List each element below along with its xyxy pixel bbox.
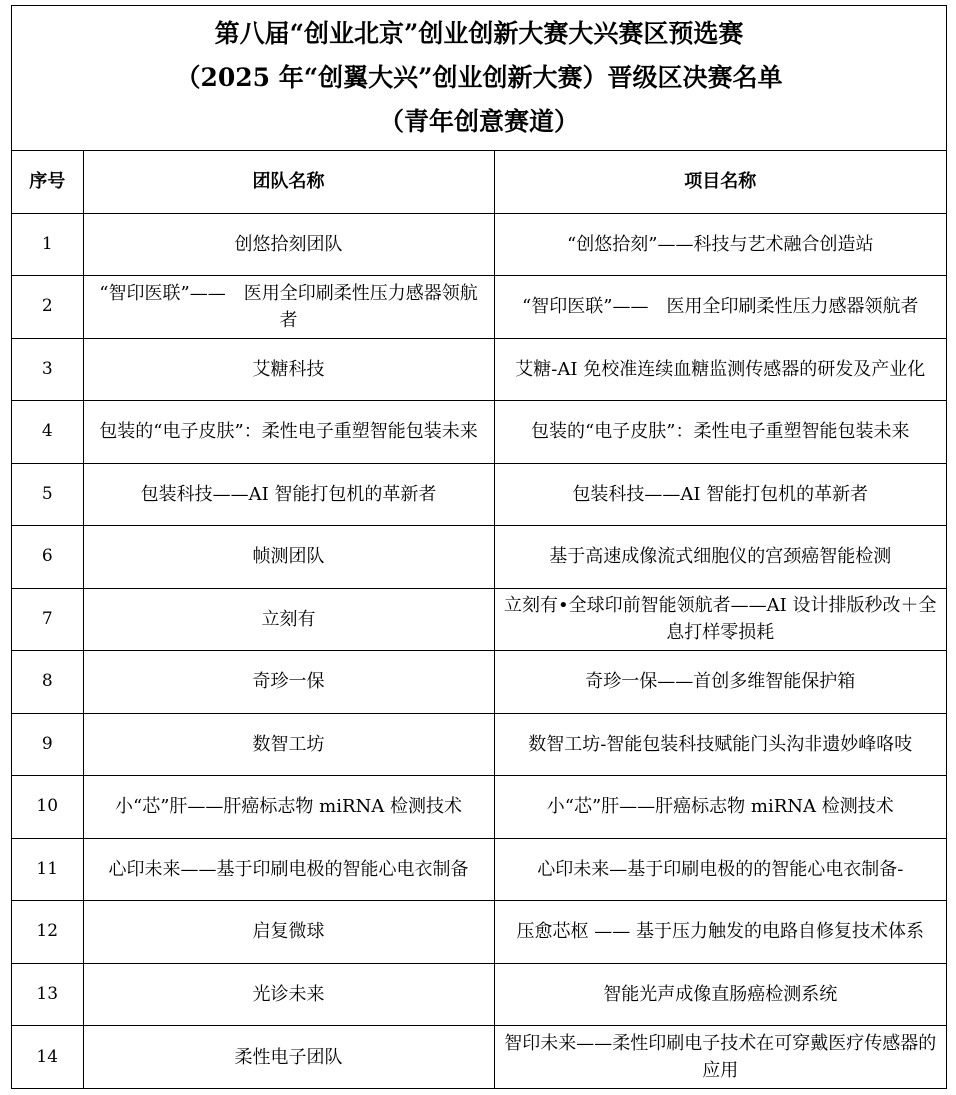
team-name: 包装科技——AI 智能打包机的革新者 [83, 463, 494, 526]
table-row [12, 651, 946, 714]
document-title [12, 6, 946, 151]
team-name: 立刻有 [83, 588, 494, 651]
header-number: 序号 [12, 151, 83, 213]
table-row [12, 776, 946, 839]
table-row [12, 213, 946, 276]
project-name: 压愈芯枢 —— 基于压力触发的电路自修复技术体系 [494, 901, 946, 964]
row-number: 8 [12, 651, 83, 714]
row-number: 10 [12, 776, 83, 839]
row-number: 9 [12, 713, 83, 776]
document-sheet [11, 5, 947, 1089]
table-row [12, 526, 946, 589]
row-number: 4 [12, 401, 83, 464]
team-name: 数智工坊 [83, 713, 494, 776]
header-project-name: 项目名称 [494, 151, 946, 213]
row-number: 7 [12, 588, 83, 651]
table-row [12, 338, 946, 401]
project-name: 奇珍一保——首创多维智能保护箱 [494, 651, 946, 714]
project-name: 包装科技——AI 智能打包机的革新者 [494, 463, 946, 526]
team-name: 心印未来——基于印刷电极的智能心电衣制备 [83, 838, 494, 901]
title-line-1: 第八届“创业北京”创业创新大赛大兴赛区预选赛 [214, 19, 744, 48]
team-name: 小“芯”肝——肝癌标志物 miRNA 检测技术 [83, 776, 494, 839]
table-row [12, 1026, 946, 1089]
table-row [12, 463, 946, 526]
team-name: 创悠拾刻团队 [83, 213, 494, 276]
row-number: 5 [12, 463, 83, 526]
project-name: 包装的“电子皮肤”：柔性电子重塑智能包装未来 [494, 401, 946, 464]
table-row [12, 901, 946, 964]
team-name: 帧测团队 [83, 526, 494, 589]
table-row [12, 838, 946, 901]
table-row [12, 276, 946, 339]
title-line-3: （青年创意赛道） [378, 107, 579, 136]
project-name: 立刻有•全球印前智能领航者——AI 设计排版秒改＋全息打样零损耗 [494, 588, 946, 651]
team-name: 奇珍一保 [83, 651, 494, 714]
project-name: “智印医联”—— 医用全印刷柔性压力感器领航者 [494, 276, 946, 339]
row-number: 13 [12, 963, 83, 1026]
row-number: 12 [12, 901, 83, 964]
row-number: 2 [12, 276, 83, 339]
row-number: 11 [12, 838, 83, 901]
title-line-2: （2025 年“创翼大兴”创业创新大赛）晋级区决赛名单 [175, 63, 783, 92]
team-name: “智印医联”—— 医用全印刷柔性压力感器领航者 [83, 276, 494, 339]
project-name: 基于高速成像流式细胞仪的宫颈癌智能检测 [494, 526, 946, 589]
project-name: 艾糖-AI 免校准连续血糖监测传感器的研发及产业化 [494, 338, 946, 401]
table-header-row [12, 151, 946, 213]
row-number: 3 [12, 338, 83, 401]
row-number: 6 [12, 526, 83, 589]
finalist-table [12, 151, 946, 1088]
table-row [12, 588, 946, 651]
table-row [12, 963, 946, 1026]
row-number: 1 [12, 213, 83, 276]
team-name: 艾糖科技 [83, 338, 494, 401]
table-row [12, 401, 946, 464]
team-name: 光诊未来 [83, 963, 494, 1026]
team-name: 柔性电子团队 [83, 1026, 494, 1089]
header-team-name: 团队名称 [83, 151, 494, 213]
row-number: 14 [12, 1026, 83, 1089]
team-name: 包装的“电子皮肤”：柔性电子重塑智能包装未来 [83, 401, 494, 464]
team-name: 启复微球 [83, 901, 494, 964]
project-name: “创悠拾刻”——科技与艺术融合创造站 [494, 213, 946, 276]
project-name: 智能光声成像直肠癌检测系统 [494, 963, 946, 1026]
project-name: 智印未来——柔性印刷电子技术在可穿戴医疗传感器的应用 [494, 1026, 946, 1089]
project-name: 数智工坊-智能包装科技赋能门头沟非遗妙峰咯吱 [494, 713, 946, 776]
project-name: 心印未来—基于印刷电极的的智能心电衣制备- [494, 838, 946, 901]
project-name: 小“芯”肝——肝癌标志物 miRNA 检测技术 [494, 776, 946, 839]
table-row [12, 713, 946, 776]
